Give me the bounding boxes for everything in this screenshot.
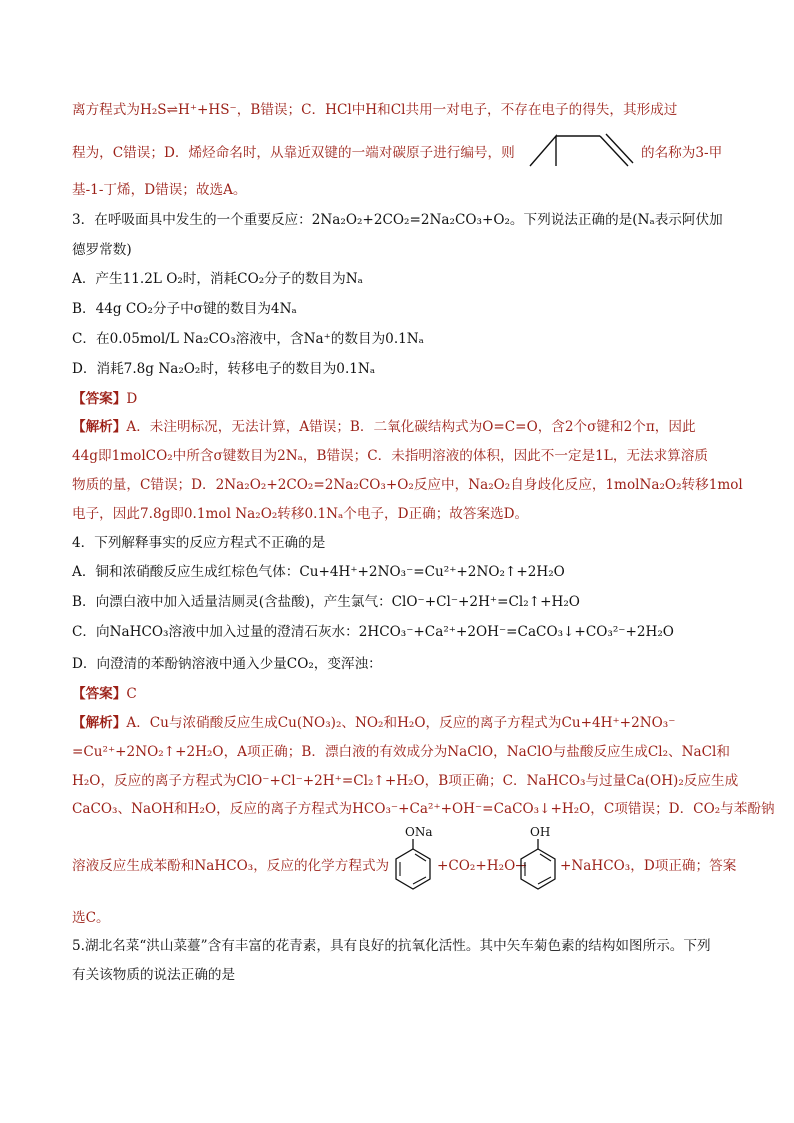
q3-option-a: A．产生11.2L O₂时，消耗CO₂分子的数目为Nₐ [72,271,363,287]
prev-analysis-line-3: 基-1-丁烯，D错误；故选A。 [72,182,247,198]
q4-analysis-line-5a: 溶液反应生成苯酚和NaHCO₃，反应的化学方程式为 [72,858,390,874]
q4-option-b: B．向漂白液中加入适量洁厕灵(含盐酸)，产生氯气：ClO⁻+Cl⁻+2H⁺=Cl₂↑+H₂O [72,594,580,610]
q4-analysis-line-5b: +CO₂+H₂O→ [437,858,527,874]
q5-stem-line-2: 有关该物质的说法正确的是 [72,967,236,983]
q4-analysis-line-4: CaCO₃、NaOH和H₂O，反应的离子方程式为HCO₃⁻+Ca²⁺+OH⁻=CaCO₃↓+H₂O，C项错误；D．CO₂与苯酚钠 [72,801,775,817]
analysis-tag: 【解析】 [72,715,127,731]
q3-option-c: C．在0.05mol/L Na₂CO₃溶液中，含Na⁺的数目为0.1Nₐ [72,331,424,347]
q3-analysis-line-3: 物质的量，C错误；D．2Na₂O₂+2CO₂=2Na₂CO₃+O₂反应中，Na₂O₂自身歧化反应，1molNa₂O₂转移1mol [72,477,743,493]
analysis-tag: 【解析】 [72,419,127,435]
q4-analysis-line-3: H₂O，反应的离子方程式为ClO⁻+Cl⁻+2H⁺=Cl₂↑+H₂O，B项正确；C．NaHCO₃与过量Ca(OH)₂反应生成 [72,773,739,789]
methylbutene-skeleton [528,130,636,170]
q4-answer [72,685,137,703]
q4-analysis-line-2: =Cu²⁺+2NO₂↑+2H₂O，A项正确；B．漂白液的有效成分为NaClO，NaClO与盐酸反应生成Cl₂、NaCl和 [72,744,730,760]
q3-option-d: D．消耗7.8g Na₂O₂时，转移电子的数目为0.1Nₐ [72,361,376,377]
q3-analysis-line-2: 44g即1molCO₂中所含σ键数目为2Nₐ，B错误；C．未指明溶液的体积，因此不一定是1L，无法求算溶质 [72,448,708,464]
q4-option-c: C．向NaHCO₃溶液中加入过量的澄清石灰水：2HCO₃⁻+Ca²⁺+2OH⁻=CaCO₃↓+CO₃²⁻+2H₂O [72,624,674,640]
q3-stem-line-1: 3．在呼吸面具中发生的一个重要反应：2Na₂O₂+2CO₂=2Na₂CO₃+O₂。下列说法正确的是(Nₐ表示阿伏加 [72,212,723,228]
q3-option-b: B．44g CO₂分子中σ键的数目为4Nₐ [72,301,297,317]
q4-option-a: A．铜和浓硝酸反应生成红棕色气体：Cu+4H⁺+2NO₃⁻=Cu²⁺+2NO₂↑+2H₂O [72,564,565,580]
prev-analysis-line-2a: 程为，C错误；D．烯烃命名时，从靠近双键的一端对碳原子进行编号，则 [72,145,515,161]
q3-analysis-line-1: 【解析】A．未注明标况，无法计算，A错误；B．二氧化碳结构式为O=C=O，含2个σ键和2个π，因此 [72,419,696,435]
q3-answer [72,390,137,408]
q5-stem-line-1: 5.湖北名菜“洪山菜薹”含有丰富的花青素，具有良好的抗氧化活性。其中矢车菊色素的结构如图所示。下列 [72,938,711,954]
q4-analysis-line-6: 选C。 [72,910,110,926]
q4-analysis-line-5c: +NaHCO₃，D项正确；答案 [560,858,737,874]
q3-stem-line-2: 德罗常数) [72,242,132,258]
q4-option-d: D．向澄清的苯酚钠溶液中通入少量CO₂，变浑浊： [72,656,382,672]
q3-analysis-line-4: 电子，因此7.8g即0.1mol Na₂O₂转移0.1Nₐ个电子，D正确；故答案选D。 [72,506,529,522]
answer-value: C [126,686,137,702]
answer-tag: 【答案】 [72,391,127,407]
document-page: 离方程式为H₂S⇌H⁺+HS⁻，B错误；C．HCl中H和Cl共用一对电子，不存在电子的得失，其形成过 程为，C错误；D．烯烃命名时，从靠近双键的一端对碳原子进行编号，则 的名称为3-甲 基-1-丁烯，D错误；故选A。 3．在呼吸面具中发生的一个重要反应：2Na₂O₂+2CO₂=2Na₂CO₃+O₂。下列说法正确的是(Nₐ表示阿伏加 德罗常数) A．产生11.2L O₂时，消耗CO₂分子的数目为Nₐ B．44g CO₂分子中σ键的数目为4Nₐ C．在0.05mol/L Na₂CO₃溶液中，含Na⁺的数目为0.1Nₐ D．消耗7.8g Na₂O₂时，转移电子的数目为0.1Nₐ 【答案】D 【解析】A．未注明标况，无法计算，A错误；B．二氧化碳结构式为O=C=O，含2个σ键和2个π，因此 44g即1molCO₂中所含σ键数目为2Nₐ，B错误；C．未指明溶液的体积，因此不一定是1L，无法求算溶质 物质的量，C错误；D．2Na₂O₂+2CO₂=2Na₂CO₃+O₂反应中，Na₂O₂自身歧化反应，1molNa₂O₂转移1mol 电子，因此7.8g即0.1mol Na₂O₂转移0.1Nₐ个电子，D正确；故答案选D。 4．下列解释事实的反应方程式不正确的是 A．铜和浓硝酸反应生成红棕色气体：Cu+4H⁺+2NO₃⁻=Cu²⁺+2NO₂↑+2H₂O B．向漂白液中加入适量洁厕灵(含盐酸)，产生氯气：ClO⁻+Cl⁻+2H⁺=Cl₂↑+H₂O C．向NaHCO₃溶液中加入过量的澄清石灰水：2HCO₃⁻+Ca²⁺+2OH⁻=CaCO₃↓+CO₃²⁻+2H₂O D．向澄清的苯酚钠溶液中通入少量CO₂，变浑浊： 【答案】C 【解析】A．Cu与浓硝酸反应生成Cu(NO₃)₂、NO₂和H₂O，反应的离子方程式为Cu+4H⁺+2NO₃⁻ =Cu²⁺+2NO₂↑+2H₂O，A项正确；B．漂白液的有效成分为NaClO，NaClO与盐酸反应生成Cl₂、NaCl和 H₂O，反应的离子方程式为ClO⁻+Cl⁻+2H⁺=Cl₂↑+H₂O，B项正确；C．NaHCO₃与过量Ca(OH)₂反应生成 CaCO₃、NaOH和H₂O，反应的离子方程式为HCO₃⁻+Ca²⁺+OH⁻=CaCO₃↓+H₂O，C项错误；D．CO₂与苯酚钠 溶液反应生成苯酚和NaHCO₃，反应的化学方程式为 ONa +CO₂+H₂O→ OH +NaHCO₃，D项正确；答案 选C。 5.湖北名菜“洪山菜薹”含有丰富的花青素，具有良好的抗氧化活性。其中矢车菊色素的结构如图所示。下列 有关该物质的说法正确的是 [72,102,775,983]
prev-analysis-line-2b: 的名称为3-甲 [641,145,723,161]
answer-tag: 【答案】 [72,686,127,702]
answer-value: D [126,391,138,407]
prev-analysis-line-1: 离方程式为H₂S⇌H⁺+HS⁻，B错误；C．HCl中H和Cl共用一对电子，不存在电子的得失，其形成过 [72,102,678,118]
q4-analysis-line-1: 【解析】A．Cu与浓硝酸反应生成Cu(NO₃)₂、NO₂和H₂O，反应的离子方程式为Cu+4H⁺+2NO₃⁻ [72,715,676,731]
q4-stem: 4．下列解释事实的反应方程式不正确的是 [72,535,326,551]
